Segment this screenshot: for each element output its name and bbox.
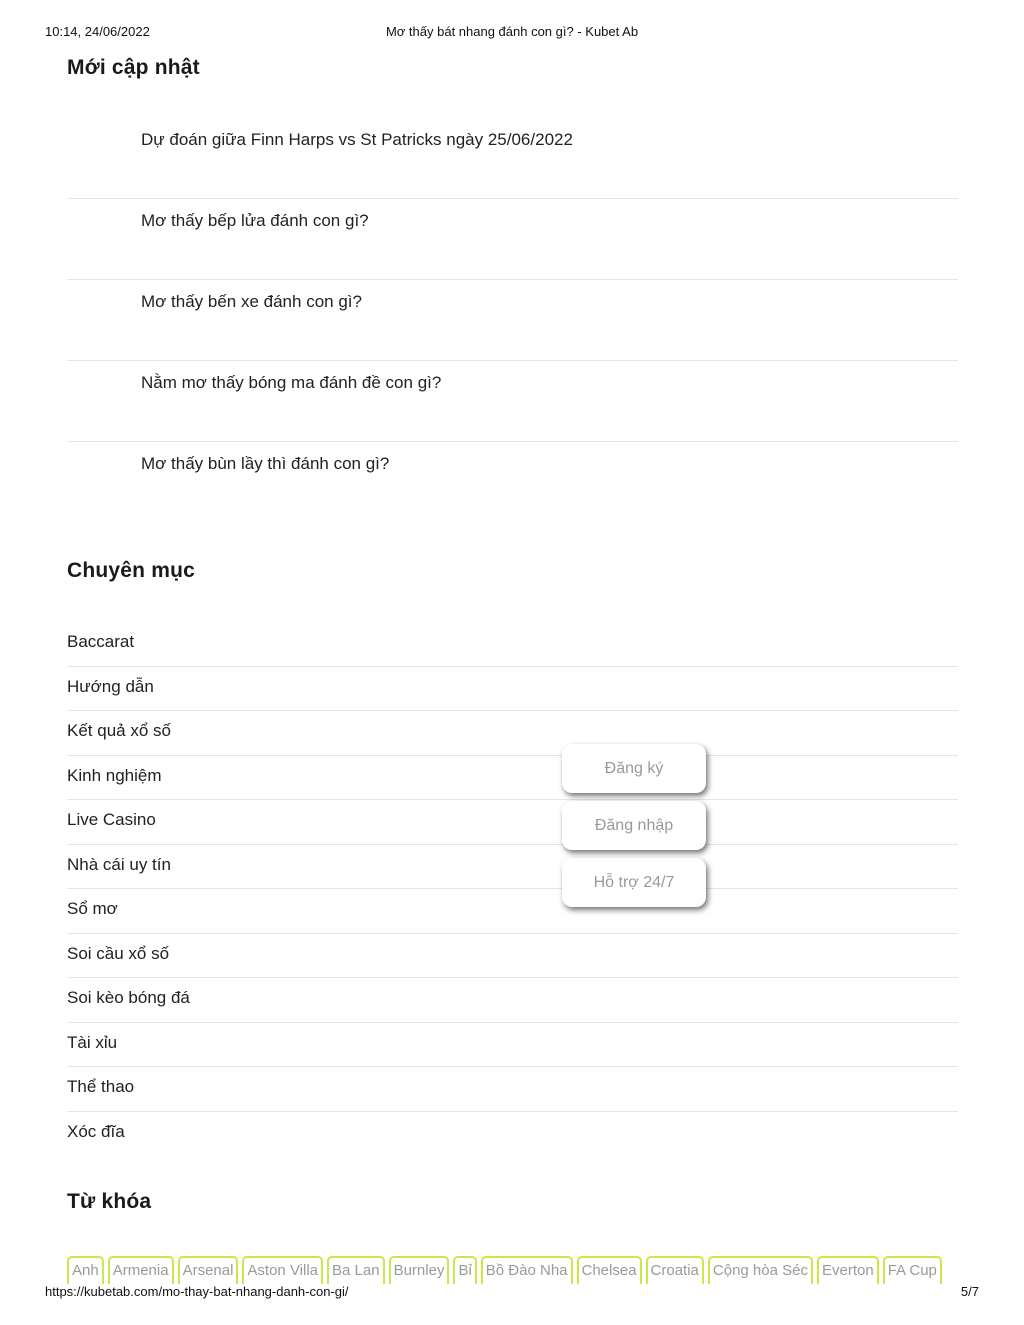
categories-heading: Chuyên mục: [67, 559, 196, 582]
keyword-tag[interactable]: Bỉ: [453, 1256, 476, 1284]
print-datetime: 10:14, 24/06/2022: [45, 24, 150, 39]
category-link[interactable]: Hướng dẫn: [67, 667, 958, 712]
keyword-tag[interactable]: Anh: [67, 1256, 104, 1284]
keyword-tags: [67, 1256, 967, 1284]
register-button[interactable]: Đăng ký: [562, 744, 706, 793]
keyword-tag[interactable]: Bồ Đào Nha: [481, 1256, 573, 1284]
update-item: [67, 280, 958, 361]
categories-list: [67, 622, 958, 1156]
print-header: [45, 24, 979, 42]
update-item: [67, 442, 958, 523]
category-link[interactable]: Kết quả xổ số: [67, 711, 958, 756]
keyword-tag[interactable]: Arsenal: [178, 1256, 239, 1284]
keyword-tag[interactable]: FA Cup: [883, 1256, 942, 1284]
print-url: https://kubetab.com/mo-thay-bat-nhang-danh-con-gi/: [45, 1284, 349, 1299]
update-link[interactable]: Mơ thấy bếp lửa đánh con gì?: [141, 211, 369, 230]
print-footer: [45, 1284, 979, 1302]
login-button[interactable]: Đăng nhập: [562, 801, 706, 850]
category-link[interactable]: Live Casino: [67, 800, 958, 845]
support-button[interactable]: Hỗ trợ 24/7: [562, 858, 706, 907]
keyword-tag[interactable]: Everton: [817, 1256, 879, 1284]
category-link[interactable]: Soi cầu xổ số: [67, 934, 958, 979]
category-link[interactable]: Thể thao: [67, 1067, 958, 1112]
category-link[interactable]: Sổ mơ: [67, 889, 958, 934]
update-item: [67, 118, 958, 199]
category-link[interactable]: Tài xỉu: [67, 1023, 958, 1068]
keyword-tag[interactable]: Armenia: [108, 1256, 174, 1284]
update-link[interactable]: Mơ thấy bến xe đánh con gì?: [141, 292, 362, 311]
recent-updates-heading: Mới cập nhật: [67, 56, 200, 79]
category-link[interactable]: Nhà cái uy tín: [67, 845, 958, 890]
category-link[interactable]: Kinh nghiệm: [67, 756, 958, 801]
update-link[interactable]: Mơ thấy bùn lầy thì đánh con gì?: [141, 454, 390, 473]
update-link[interactable]: Dự đoán giữa Finn Harps vs St Patricks ngày 25/06/2022: [141, 130, 573, 149]
category-link[interactable]: Baccarat: [67, 622, 958, 667]
keyword-tag[interactable]: Aston Villa: [242, 1256, 323, 1284]
category-link[interactable]: Soi kèo bóng đá: [67, 978, 958, 1023]
keyword-tag[interactable]: Burnley: [389, 1256, 450, 1284]
keyword-tag[interactable]: Croatia: [646, 1256, 704, 1284]
keyword-tag[interactable]: Cộng hòa Séc: [708, 1256, 813, 1284]
category-link[interactable]: Xóc đĩa: [67, 1121, 125, 1141]
update-item: [67, 361, 958, 442]
keyword-tag[interactable]: Chelsea: [577, 1256, 642, 1284]
update-item: [67, 199, 958, 280]
update-link[interactable]: Nằm mơ thấy bóng ma đánh đề con gì?: [141, 373, 442, 392]
print-page-number: 5/7: [960, 1284, 979, 1299]
print-page-title: Mơ thấy bát nhang đánh con gì? - Kubet Ab: [385, 24, 639, 39]
keywords-heading: Từ khóa: [67, 1190, 152, 1213]
recent-updates-list: [67, 118, 958, 523]
floating-action-buttons: [562, 744, 706, 915]
keyword-tag[interactable]: Ba Lan: [327, 1256, 385, 1284]
